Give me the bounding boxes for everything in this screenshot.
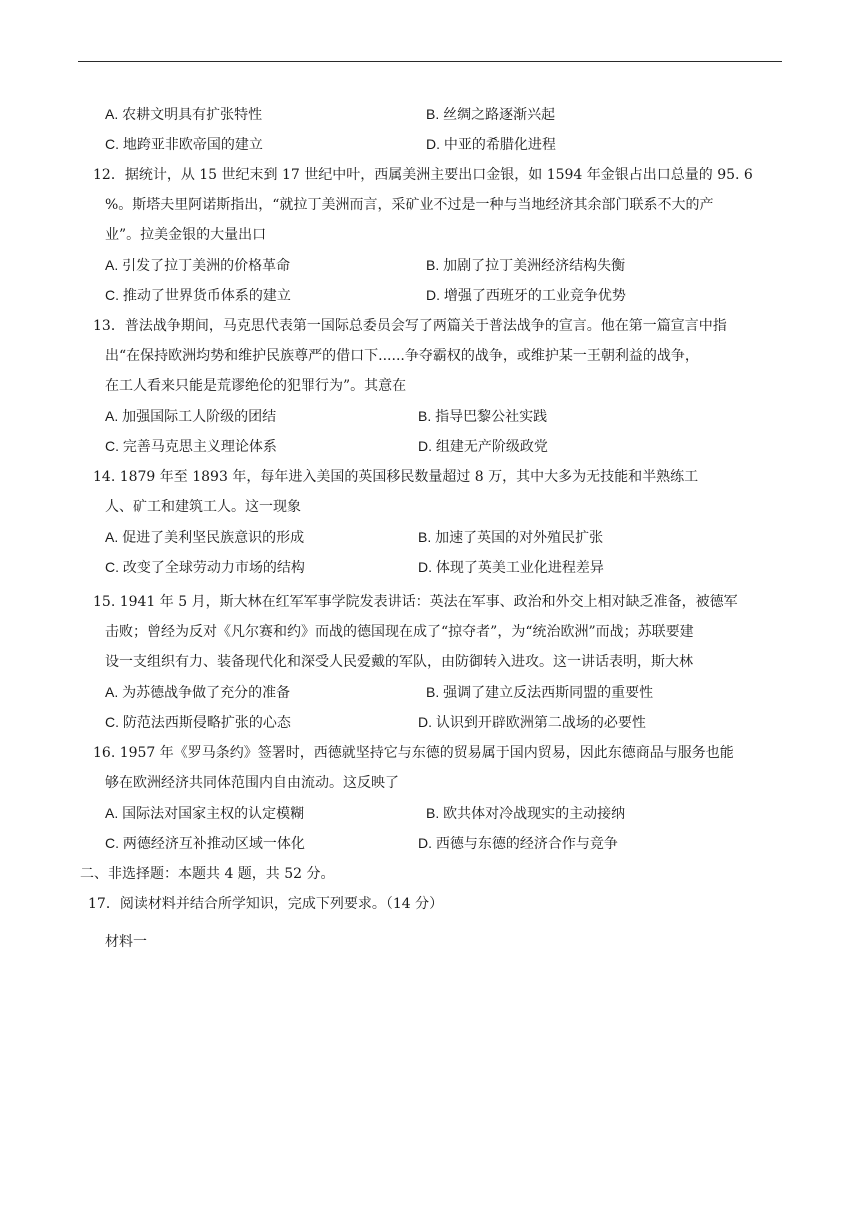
option-text: 改变了全球劳动力市场的结构 xyxy=(122,560,305,576)
option-letter: A . xyxy=(105,106,122,122)
q12-stem-line-2: %。斯塔夫里阿诺斯指出，“就拉丁美洲而言，采矿业不过是一种与当地经济其余部门联系不大的产 xyxy=(105,197,714,213)
option-letter: D . xyxy=(426,287,444,303)
option-letter: A . xyxy=(105,805,122,821)
option-text: 体现了英美工业化进程差异 xyxy=(435,560,604,576)
q13-option-b xyxy=(418,407,547,426)
option-letter: A . xyxy=(105,684,122,700)
q13-stem-line-3: 在工人看来只能是荒谬绝伦的犯罪行为”。其意在 xyxy=(105,378,407,394)
q13-stem-line-2: 出“在保持欧洲均势和维护民族尊严的借口下......争夺霸权的战争，或维护某一王朝利益的战争， xyxy=(105,348,699,364)
option-text: 地跨亚非欧帝国的建立 xyxy=(122,137,263,153)
q17-material-label: 材料一 xyxy=(105,934,147,950)
option-letter: A . xyxy=(105,257,122,273)
option-text: 国际法对国家主权的认定模糊 xyxy=(122,806,305,822)
option-text: 强调了建立反法西斯同盟的重要性 xyxy=(443,685,654,701)
q14-stem-line-1: 14. 1879 年至 1893 年，每年进入美国的英国移民数量超过 8 万，其中大多为无技能和半熟练工 xyxy=(93,469,699,485)
option-text: 增强了西班牙的工业竞争优势 xyxy=(443,288,626,304)
q13-option-a xyxy=(105,407,276,426)
option-text: 西德与东德的经济合作与竞争 xyxy=(435,836,618,852)
q12-option-c xyxy=(105,286,291,305)
q11-option-a xyxy=(105,105,262,124)
option-letter: B . xyxy=(426,805,443,821)
q12-option-d xyxy=(426,286,626,305)
option-letter: D . xyxy=(426,136,444,152)
q12-stem-line-1: 12．据统计，从 15 世纪末到 17 世纪中叶，西属美洲主要出口金银，如 1594 年金银占出口总量的 95. 6 xyxy=(93,167,753,183)
header-rule xyxy=(78,61,782,62)
q15-stem-line-1: 15. 1941 年 5 月，斯大林在红军军事学院发表讲话：英法在军事、政治和外交上相对缺乏准备，被德军 xyxy=(93,594,738,610)
q11-option-d xyxy=(426,135,556,154)
q14-option-c xyxy=(105,558,305,577)
option-letter: C . xyxy=(105,559,123,575)
section-2-heading: 二、非选择题：本题共 4 题，共 52 分。 xyxy=(80,866,335,882)
q11-option-c xyxy=(105,135,263,154)
q15-stem-line-2: 击败；曾经为反对《凡尔赛和约》而战的德国现在成了“掠夺者”，为“统治欧洲”而战；苏联要建 xyxy=(105,624,694,640)
option-text: 农耕文明具有扩张特性 xyxy=(122,107,263,123)
option-letter: B . xyxy=(426,684,443,700)
q15-stem-line-3: 设一支组织有力、装备现代化和深受人民爱戴的军队，由防御转入进攻。这一讲话表明，斯大林 xyxy=(105,654,693,670)
option-letter: C . xyxy=(105,714,123,730)
q12-option-b xyxy=(426,256,625,275)
q13-option-d xyxy=(418,437,548,456)
option-text: 中亚的希腊化进程 xyxy=(443,137,556,153)
q14-stem-line-2: 人、矿工和建筑工人。这一现象 xyxy=(105,499,301,515)
q12-stem-line-3: 业”。拉美金银的大量出口 xyxy=(105,227,267,243)
option-text: 指导巴黎公社实践 xyxy=(435,409,548,425)
q16-option-d xyxy=(418,834,618,853)
option-text: 两德经济互补推动区域一体化 xyxy=(122,836,305,852)
option-text: 加速了英国的对外殖民扩张 xyxy=(435,530,604,546)
q16-stem-line-1: 16. 1957 年《罗马条约》签署时，西德就坚持它与东德的贸易属于国内贸易，因此东德商品与服务也能 xyxy=(93,745,734,761)
q15-option-b xyxy=(426,683,653,702)
q13-stem-line-1: 13．普法战争期间，马克思代表第一国际总委员会写了两篇关于普法战争的宣言。他在第一篇宣言中指 xyxy=(93,318,727,334)
option-letter: D . xyxy=(418,714,436,730)
option-letter: B . xyxy=(426,257,443,273)
q14-option-a xyxy=(105,528,304,547)
option-text: 加强国际工人阶级的团结 xyxy=(122,409,277,425)
option-text: 丝绸之路逐渐兴起 xyxy=(443,107,556,123)
q14-option-d xyxy=(418,558,604,577)
option-text: 促进了美利坚民族意识的形成 xyxy=(122,530,305,546)
option-letter: B . xyxy=(426,106,443,122)
option-letter: D . xyxy=(418,835,436,851)
q11-option-b xyxy=(426,105,555,124)
option-text: 推动了世界货币体系的建立 xyxy=(122,288,291,304)
option-text: 加剧了拉丁美洲经济结构失衡 xyxy=(443,258,626,274)
option-text: 组建无产阶级政党 xyxy=(435,439,548,455)
option-letter: C . xyxy=(105,438,123,454)
option-text: 防范法西斯侵略扩张的心态 xyxy=(122,715,291,731)
q16-option-a xyxy=(105,804,304,823)
option-letter: A . xyxy=(105,408,122,424)
option-letter: A . xyxy=(105,529,122,545)
option-letter: D . xyxy=(418,559,436,575)
option-text: 欧共体对冷战现实的主动接纳 xyxy=(443,806,626,822)
q16-option-b xyxy=(426,804,625,823)
q16-option-c xyxy=(105,834,305,853)
option-letter: B . xyxy=(418,408,435,424)
q15-option-a xyxy=(105,683,290,702)
q17-stem: 17．阅读材料并结合所学知识，完成下列要求。（14 分） xyxy=(88,896,444,912)
q15-option-d xyxy=(418,713,646,732)
option-letter: D . xyxy=(418,438,436,454)
q12-option-a xyxy=(105,256,290,275)
option-text: 认识到开辟欧洲第二战场的必要性 xyxy=(435,715,646,731)
q16-stem-line-2: 够在欧洲经济共同体范围内自由流动。这反映了 xyxy=(105,775,399,791)
option-text: 为苏德战争做了充分的准备 xyxy=(122,685,291,701)
option-letter: C . xyxy=(105,835,123,851)
option-letter: C . xyxy=(105,136,123,152)
q14-option-b xyxy=(418,528,603,547)
q13-option-c xyxy=(105,437,277,456)
option-letter: B . xyxy=(418,529,435,545)
q15-option-c xyxy=(105,713,291,732)
option-letter: C . xyxy=(105,287,123,303)
option-text: 引发了拉丁美洲的价格革命 xyxy=(122,258,291,274)
option-text: 完善马克思主义理论体系 xyxy=(122,439,277,455)
